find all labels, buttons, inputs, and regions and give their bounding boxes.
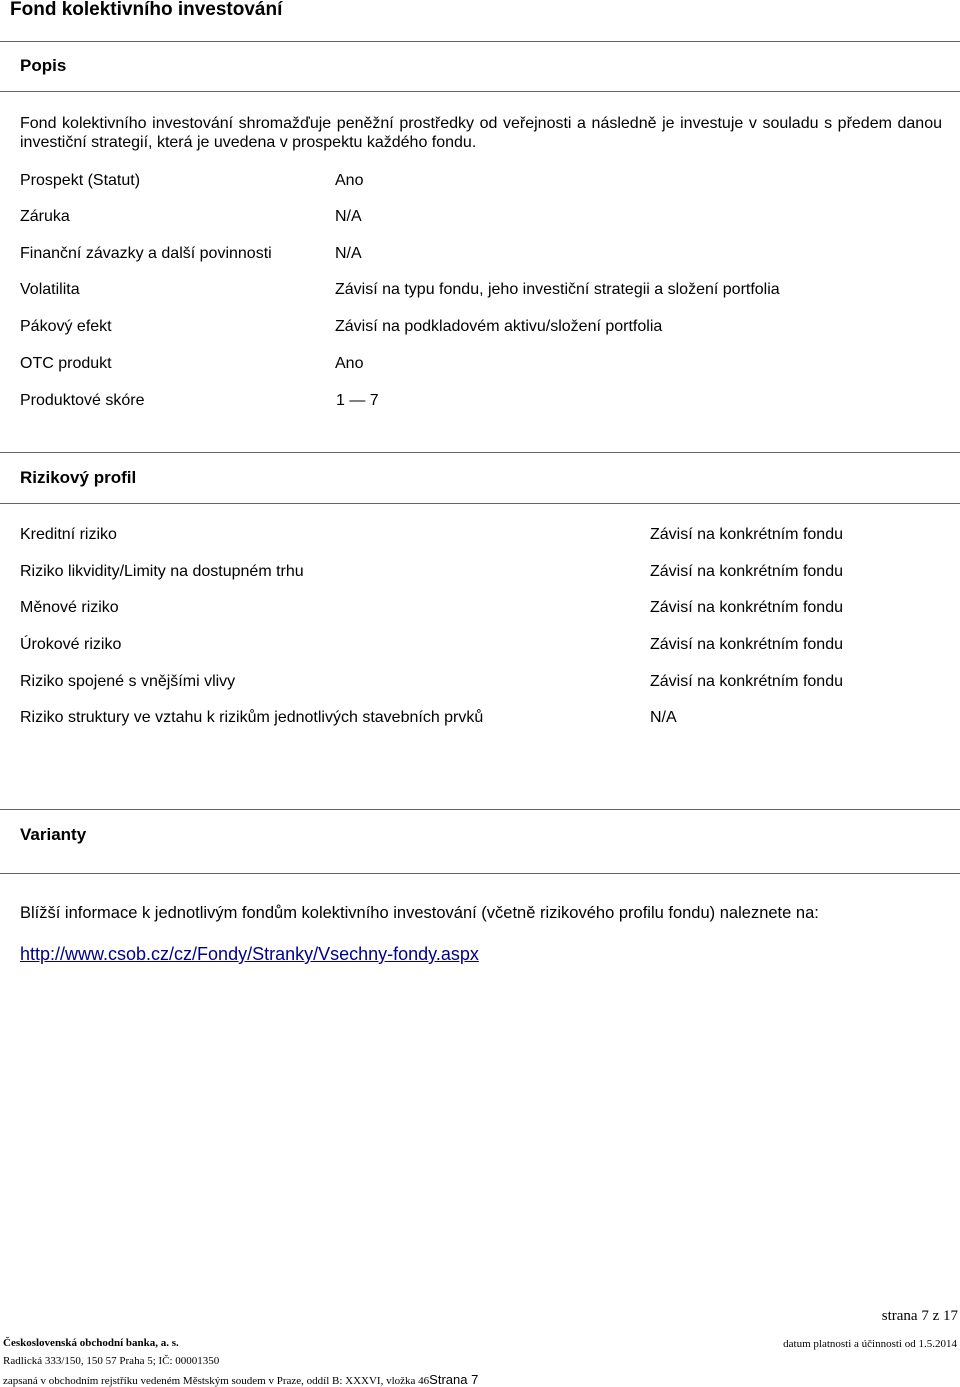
varianty-text: Blížší informace k jednotlivým fondům kolektivního investování (včetně rizikového profilu fondu) naleznete na:	[20, 904, 819, 922]
risk-label: Riziko struktury ve vztahu k rizikům jednotlivých stavebních prvků	[20, 709, 484, 726]
page-number: strana 7 z 17	[881, 1308, 958, 1324]
risk-value: Závisí na konkrétním fondu	[650, 599, 843, 616]
risk-label: Měnové riziko	[20, 599, 119, 616]
attribute-value: Závisí na podkladovém aktivu/složení portfolia	[335, 318, 663, 335]
attribute-value: Závisí na typu fondu, jeho investiční strategii a složení portfolia	[335, 281, 780, 298]
product-score-label: Produktové skóre	[20, 392, 145, 409]
divider	[0, 503, 960, 504]
attribute-label: Pákový efekt	[20, 318, 112, 335]
page-title: Fond kolektivního investování	[10, 0, 283, 20]
risk-value: Závisí na konkrétním fondu	[650, 636, 843, 653]
attribute-value: Ano	[335, 172, 364, 189]
risk-label: Riziko likvidity/Limity na dostupném trhu	[20, 563, 304, 580]
risk-value: Závisí na konkrétním fondu	[650, 526, 843, 543]
attribute-value: N/A	[335, 208, 362, 225]
risk-label: Kreditní riziko	[20, 526, 117, 543]
attribute-label: Volatilita	[20, 281, 80, 298]
section-heading-popis: Popis	[20, 56, 67, 75]
attribute-label: Záruka	[20, 208, 70, 225]
strana-label: Strana 7	[429, 1372, 479, 1387]
validity-date: datum platnosti a účinnosti od 1.5.2014	[783, 1338, 957, 1350]
registry-text: zapsaná v obchodním rejstříku vedeném Městským soudem v Praze, oddíl B: XXXVI, vložka 46	[3, 1375, 430, 1387]
product-score-value: 1 — 7	[336, 392, 379, 409]
description: Fond kolektivního investování shromažďuje peněžní prostředky od veřejnosti a následně je investuje v souladu s předem danou investiční strategií, která je uvedena v prospektu každého fondu.	[20, 115, 942, 151]
attribute-label: Prospekt (Statut)	[20, 172, 141, 189]
risk-value: Závisí na konkrétním fondu	[650, 563, 843, 580]
attribute-value: Ano	[335, 355, 364, 372]
bank-name: Československá obchodní banka, a. s.	[3, 1337, 179, 1349]
attribute-label: OTC produkt	[20, 355, 112, 372]
divider	[0, 91, 960, 92]
attribute-label: Finanční závazky a další povinnosti	[20, 245, 272, 262]
risk-value: N/A	[650, 709, 677, 726]
section-heading-varianty: Varianty	[20, 825, 87, 844]
divider	[0, 873, 960, 874]
registry-info	[3, 1372, 478, 1387]
risk-label: Riziko spojené s vnějšími vlivy	[20, 673, 236, 690]
section-heading-risk: Rizikový profil	[20, 468, 137, 487]
bank-address: Radlická 333/150, 150 57 Praha 5; IČ: 00001350	[3, 1355, 220, 1367]
funds-link[interactable]: http://www.csob.cz/cz/Fondy/Stranky/Vsechny-fondy.aspx	[20, 944, 479, 964]
divider	[0, 452, 960, 453]
risk-value: Závisí na konkrétním fondu	[650, 673, 843, 690]
divider	[0, 41, 960, 42]
attribute-value: N/A	[335, 245, 362, 262]
divider	[0, 809, 960, 810]
risk-label: Úrokové riziko	[20, 636, 122, 653]
